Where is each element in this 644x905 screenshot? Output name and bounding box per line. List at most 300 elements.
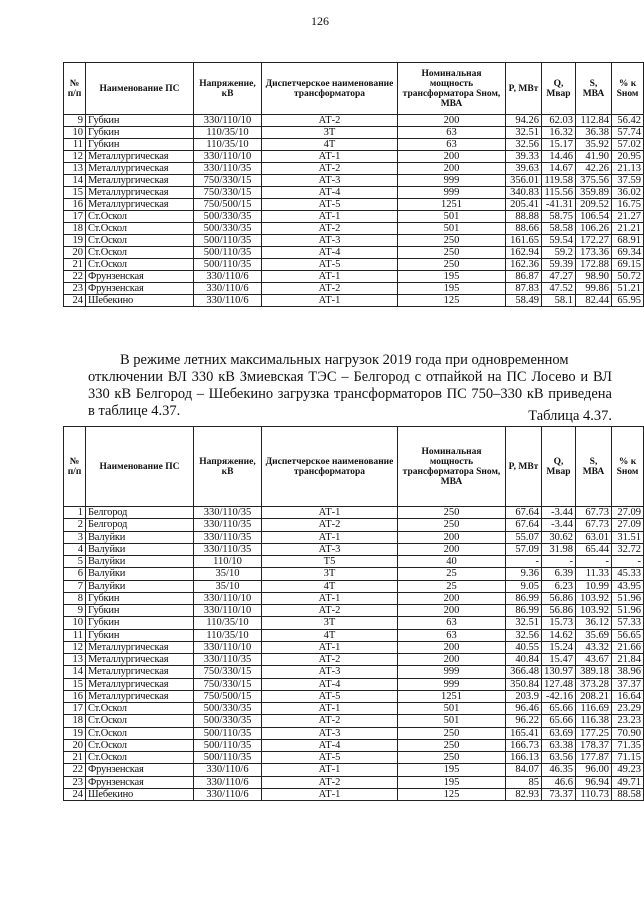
substation-name-cell: Металлургическая (86, 641, 194, 653)
substation-name-cell: Ст.Оскол (86, 247, 194, 259)
active-power-cell: 32.51 (506, 617, 542, 629)
reactive-power-cell: 47.27 (542, 271, 576, 283)
active-power-cell: 39.63 (506, 163, 542, 175)
substation-name-cell: Металлургическая (86, 666, 194, 678)
substation-name-cell: Губкин (86, 127, 194, 139)
voltage-cell: 500/330/35 (194, 703, 262, 715)
reactive-power-cell: 63.38 (542, 739, 576, 751)
voltage-cell: 750/500/15 (194, 690, 262, 702)
apparent-power-cell: 112.84 (576, 115, 612, 127)
transformer-name-cell: АТ-3 (262, 175, 398, 187)
voltage-cell: 330/110/35 (194, 531, 262, 543)
row-number-cell: 7 (64, 580, 86, 592)
row-number-cell: 14 (64, 666, 86, 678)
load-percent-cell: 70.90 (612, 727, 644, 739)
load-percent-cell: 23.23 (612, 715, 644, 727)
reactive-power-cell: -42.16 (542, 690, 576, 702)
apparent-power-cell: 208.21 (576, 690, 612, 702)
voltage-cell: 750/500/15 (194, 199, 262, 211)
row-number-cell: 11 (64, 629, 86, 641)
reactive-power-cell: -3.44 (542, 507, 576, 519)
row-number-cell: 17 (64, 703, 86, 715)
substation-name-cell: Шебекино (86, 295, 194, 307)
substation-name-cell: Металлургическая (86, 199, 194, 211)
rated-power-cell: 25 (398, 568, 506, 580)
table-row (64, 507, 644, 519)
row-number-cell: 15 (64, 678, 86, 690)
reactive-power-cell: 47.52 (542, 283, 576, 295)
voltage-cell: 500/110/35 (194, 235, 262, 247)
active-power-cell: 85 (506, 776, 542, 788)
apparent-power-cell: 96.94 (576, 776, 612, 788)
active-power-cell: 82.93 (506, 788, 542, 800)
voltage-cell: 330/110/35 (194, 543, 262, 555)
reactive-power-cell: 73.37 (542, 788, 576, 800)
apparent-power-cell: 209.52 (576, 199, 612, 211)
active-power-cell: 9.36 (506, 568, 542, 580)
transformer-name-cell: АТ-1 (262, 271, 398, 283)
load-percent-cell: 21.27 (612, 211, 644, 223)
load-percent-cell: 71.15 (612, 752, 644, 764)
row-number-cell: 8 (64, 592, 86, 604)
row-number-cell: 9 (64, 115, 86, 127)
table-row (64, 641, 644, 653)
active-power-cell: - (506, 556, 542, 568)
table-row (64, 776, 644, 788)
row-number-cell: 21 (64, 259, 86, 271)
col-num-header: № п/п (64, 63, 86, 115)
col-voltage-header: Напряжение, кВ (194, 63, 262, 115)
voltage-cell: 500/330/35 (194, 223, 262, 235)
rated-power-cell: 999 (398, 187, 506, 199)
row-number-cell: 21 (64, 752, 86, 764)
table-row (64, 727, 644, 739)
reactive-power-cell: - (542, 556, 576, 568)
load-percent-cell: 21.13 (612, 163, 644, 175)
voltage-cell: 110/35/10 (194, 127, 262, 139)
table-row (64, 211, 644, 223)
table-row (64, 617, 644, 629)
table-row (64, 690, 644, 702)
load-percent-cell: 37.37 (612, 678, 644, 690)
row-number-cell: 12 (64, 641, 86, 653)
substation-name-cell: Ст.Оскол (86, 752, 194, 764)
apparent-power-cell: 65.44 (576, 543, 612, 555)
transformer-name-cell: АТ-1 (262, 788, 398, 800)
reactive-power-cell: -41.31 (542, 199, 576, 211)
active-power-cell: 67.64 (506, 519, 542, 531)
active-power-cell: 32.56 (506, 629, 542, 641)
voltage-cell: 500/330/35 (194, 211, 262, 223)
load-percent-cell: 32.72 (612, 543, 644, 555)
substation-name-cell: Ст.Оскол (86, 235, 194, 247)
reactive-power-cell: 15.73 (542, 617, 576, 629)
voltage-cell: 330/110/35 (194, 654, 262, 666)
apparent-power-cell: 172.88 (576, 259, 612, 271)
substation-name-cell: Металлургическая (86, 151, 194, 163)
row-number-cell: 24 (64, 295, 86, 307)
table-row (64, 531, 644, 543)
active-power-cell: 57.09 (506, 543, 542, 555)
transformer-name-cell: АТ-2 (262, 519, 398, 531)
table-caption: Таблица 4.37. (528, 408, 612, 424)
apparent-power-cell: 82.44 (576, 295, 612, 307)
load-percent-cell: 56.65 (612, 629, 644, 641)
voltage-cell: 35/10 (194, 580, 262, 592)
row-number-cell: 18 (64, 223, 86, 235)
reactive-power-cell: -3.44 (542, 519, 576, 531)
active-power-cell: 161.65 (506, 235, 542, 247)
active-power-cell: 86.87 (506, 271, 542, 283)
rated-power-cell: 195 (398, 764, 506, 776)
substation-name-cell: Губкин (86, 617, 194, 629)
transformer-name-cell: АТ-2 (262, 776, 398, 788)
voltage-cell: 110/10 (194, 556, 262, 568)
rated-power-cell: 200 (398, 115, 506, 127)
table-row (64, 605, 644, 617)
substation-name-cell: Валуйки (86, 531, 194, 543)
table-row (64, 271, 644, 283)
row-number-cell: 22 (64, 271, 86, 283)
reactive-power-cell: 56.86 (542, 592, 576, 604)
row-number-cell: 20 (64, 739, 86, 751)
reactive-power-cell: 59.54 (542, 235, 576, 247)
table-row (64, 163, 644, 175)
apparent-power-cell: 36.12 (576, 617, 612, 629)
apparent-power-cell: 375.56 (576, 175, 612, 187)
col-p-header: P, МВт (506, 63, 542, 115)
col-pct-header: % к Sном (612, 427, 644, 507)
reactive-power-cell: 62.03 (542, 115, 576, 127)
apparent-power-cell: 110.73 (576, 788, 612, 800)
table-row (64, 235, 644, 247)
table-row (64, 199, 644, 211)
table-row (64, 543, 644, 555)
apparent-power-cell: 98.90 (576, 271, 612, 283)
reactive-power-cell: 16.32 (542, 127, 576, 139)
transformer-name-cell: АТ-3 (262, 666, 398, 678)
reactive-power-cell: 130.97 (542, 666, 576, 678)
voltage-cell: 330/110/35 (194, 507, 262, 519)
row-number-cell: 5 (64, 556, 86, 568)
rated-power-cell: 25 (398, 580, 506, 592)
apparent-power-cell: 103.92 (576, 605, 612, 617)
active-power-cell: 40.55 (506, 641, 542, 653)
active-power-cell: 88.66 (506, 223, 542, 235)
reactive-power-cell: 15.17 (542, 139, 576, 151)
load-percent-cell: 49.23 (612, 764, 644, 776)
transformer-name-cell: АТ-5 (262, 690, 398, 702)
voltage-cell: 330/110/6 (194, 271, 262, 283)
substation-name-cell: Ст.Оскол (86, 223, 194, 235)
voltage-cell: 750/330/15 (194, 175, 262, 187)
substation-name-cell: Фрунзенская (86, 776, 194, 788)
reactive-power-cell: 30.62 (542, 531, 576, 543)
table-row (64, 223, 644, 235)
voltage-cell: 330/110/6 (194, 295, 262, 307)
transformer-name-cell: АТ-2 (262, 115, 398, 127)
apparent-power-cell: 35.92 (576, 139, 612, 151)
substation-name-cell: Валуйки (86, 543, 194, 555)
transformer-name-cell: 3Т (262, 617, 398, 629)
substation-name-cell: Металлургическая (86, 654, 194, 666)
active-power-cell: 166.13 (506, 752, 542, 764)
table-body (64, 507, 644, 801)
transformer-name-cell: АТ-1 (262, 764, 398, 776)
load-percent-cell: 65.95 (612, 295, 644, 307)
voltage-cell: 500/110/35 (194, 739, 262, 751)
table-row (64, 127, 644, 139)
load-percent-cell: 20.95 (612, 151, 644, 163)
voltage-cell: 750/330/15 (194, 666, 262, 678)
row-number-cell: 23 (64, 283, 86, 295)
reactive-power-cell: 127.48 (542, 678, 576, 690)
col-dispatch-header: Диспетчерское наименование трансформатора (262, 63, 398, 115)
active-power-cell: 203.9 (506, 690, 542, 702)
transformer-name-cell: АТ-1 (262, 641, 398, 653)
transformer-name-cell: 3Т (262, 127, 398, 139)
rated-power-cell: 63 (398, 139, 506, 151)
transformer-name-cell: АТ-1 (262, 531, 398, 543)
substation-name-cell: Белгород (86, 519, 194, 531)
apparent-power-cell: 116.69 (576, 703, 612, 715)
transformer-name-cell: АТ-3 (262, 727, 398, 739)
active-power-cell: 32.56 (506, 139, 542, 151)
apparent-power-cell: 173.36 (576, 247, 612, 259)
voltage-cell: 110/35/10 (194, 629, 262, 641)
substation-name-cell: Ст.Оскол (86, 727, 194, 739)
voltage-cell: 330/110/10 (194, 115, 262, 127)
transformer-name-cell: АТ-3 (262, 543, 398, 555)
transformer-name-cell: 3Т (262, 568, 398, 580)
table-header-row (64, 427, 644, 507)
substation-name-cell: Губкин (86, 139, 194, 151)
col-pct-header: % к Sном (612, 63, 644, 115)
transformer-name-cell: АТ-2 (262, 654, 398, 666)
reactive-power-cell: 15.24 (542, 641, 576, 653)
load-percent-cell: 68.91 (612, 235, 644, 247)
row-number-cell: 19 (64, 235, 86, 247)
load-percent-cell: 88.58 (612, 788, 644, 800)
substation-name-cell: Белгород (86, 507, 194, 519)
apparent-power-cell: 96.00 (576, 764, 612, 776)
table-row (64, 666, 644, 678)
load-percent-cell: 69.34 (612, 247, 644, 259)
load-percent-cell: 51.96 (612, 592, 644, 604)
substation-name-cell: Губкин (86, 629, 194, 641)
substation-name-cell: Металлургическая (86, 175, 194, 187)
rated-power-cell: 250 (398, 752, 506, 764)
rated-power-cell: 40 (398, 556, 506, 568)
table-row (64, 678, 644, 690)
row-number-cell: 9 (64, 605, 86, 617)
substation-name-cell: Фрунзенская (86, 764, 194, 776)
rated-power-cell: 63 (398, 629, 506, 641)
table-row (64, 629, 644, 641)
rated-power-cell: 200 (398, 641, 506, 653)
page-number: 126 (311, 14, 329, 28)
apparent-power-cell: 172.27 (576, 235, 612, 247)
rated-power-cell: 200 (398, 543, 506, 555)
voltage-cell: 500/110/35 (194, 752, 262, 764)
substation-name-cell: Губкин (86, 605, 194, 617)
apparent-power-cell: 67.73 (576, 519, 612, 531)
row-number-cell: 4 (64, 543, 86, 555)
row-number-cell: 16 (64, 199, 86, 211)
transformer-name-cell: АТ-3 (262, 235, 398, 247)
table-row (64, 175, 644, 187)
rated-power-cell: 501 (398, 223, 506, 235)
voltage-cell: 500/330/35 (194, 715, 262, 727)
row-number-cell: 13 (64, 654, 86, 666)
table-row (64, 752, 644, 764)
transformer-name-cell: АТ-2 (262, 605, 398, 617)
substation-name-cell: Губкин (86, 592, 194, 604)
substation-name-cell: Губкин (86, 115, 194, 127)
table-row (64, 739, 644, 751)
load-percent-cell: 56.42 (612, 115, 644, 127)
table-row (64, 519, 644, 531)
transformer-name-cell: АТ-2 (262, 163, 398, 175)
apparent-power-cell: 36.38 (576, 127, 612, 139)
substation-name-cell: Ст.Оскол (86, 703, 194, 715)
voltage-cell: 330/110/6 (194, 764, 262, 776)
rated-power-cell: 501 (398, 703, 506, 715)
rated-power-cell: 999 (398, 175, 506, 187)
transformer-name-cell: АТ-5 (262, 752, 398, 764)
load-percent-cell: 16.75 (612, 199, 644, 211)
substation-name-cell: Ст.Оскол (86, 715, 194, 727)
table-row (64, 283, 644, 295)
rated-power-cell: 501 (398, 211, 506, 223)
col-q-header: Q, Мвар (542, 427, 576, 507)
col-voltage-header: Напряжение, кВ (194, 427, 262, 507)
col-s-header: S, МВА (576, 427, 612, 507)
reactive-power-cell: 14.46 (542, 151, 576, 163)
rated-power-cell: 1251 (398, 690, 506, 702)
reactive-power-cell: 6.23 (542, 580, 576, 592)
substation-name-cell: Ст.Оскол (86, 739, 194, 751)
row-number-cell: 3 (64, 531, 86, 543)
load-percent-cell: 27.09 (612, 507, 644, 519)
transformer-name-cell: АТ-4 (262, 247, 398, 259)
voltage-cell: 330/110/10 (194, 641, 262, 653)
load-percent-cell: 36.02 (612, 187, 644, 199)
active-power-cell: 366.48 (506, 666, 542, 678)
reactive-power-cell: 31.98 (542, 543, 576, 555)
col-s-header: S, МВА (576, 63, 612, 115)
active-power-cell: 84.07 (506, 764, 542, 776)
rated-power-cell: 200 (398, 605, 506, 617)
transformer-name-cell: АТ-1 (262, 151, 398, 163)
col-name-header: Наименование ПС (86, 63, 194, 115)
transformer-name-cell: АТ-4 (262, 187, 398, 199)
rated-power-cell: 63 (398, 617, 506, 629)
table-row (64, 295, 644, 307)
load-percent-cell: 23.29 (612, 703, 644, 715)
voltage-cell: 110/35/10 (194, 617, 262, 629)
reactive-power-cell: 6.39 (542, 568, 576, 580)
voltage-cell: 330/110/6 (194, 788, 262, 800)
reactive-power-cell: 14.62 (542, 629, 576, 641)
transformer-name-cell: АТ-1 (262, 592, 398, 604)
reactive-power-cell: 65.66 (542, 715, 576, 727)
reactive-power-cell: 59.2 (542, 247, 576, 259)
row-number-cell: 17 (64, 211, 86, 223)
active-power-cell: 96.22 (506, 715, 542, 727)
transformer-name-cell: 4Т (262, 580, 398, 592)
reactive-power-cell: 63.56 (542, 752, 576, 764)
reactive-power-cell: 46.35 (542, 764, 576, 776)
transformer-name-cell: АТ-1 (262, 211, 398, 223)
substation-name-cell: Ст.Оскол (86, 211, 194, 223)
row-number-cell: 13 (64, 163, 86, 175)
rated-power-cell: 200 (398, 592, 506, 604)
apparent-power-cell: 103.92 (576, 592, 612, 604)
substation-name-cell: Фрунзенская (86, 271, 194, 283)
transformer-name-cell: 4Т (262, 629, 398, 641)
voltage-cell: 330/110/10 (194, 151, 262, 163)
voltage-cell: 500/110/35 (194, 259, 262, 271)
table-row (64, 259, 644, 271)
rated-power-cell: 1251 (398, 199, 506, 211)
voltage-cell: 35/10 (194, 568, 262, 580)
apparent-power-cell: 373.28 (576, 678, 612, 690)
apparent-power-cell: 359.89 (576, 187, 612, 199)
active-power-cell: 9.05 (506, 580, 542, 592)
transformer-name-cell: АТ-5 (262, 199, 398, 211)
load-percent-cell: 57.74 (612, 127, 644, 139)
load-percent-cell: 57.33 (612, 617, 644, 629)
table-row (64, 139, 644, 151)
load-percent-cell: 21.84 (612, 654, 644, 666)
voltage-cell: 330/110/35 (194, 519, 262, 531)
col-p-header: P, МВт (506, 427, 542, 507)
table-body (64, 115, 644, 307)
transformer-name-cell: АТ-1 (262, 295, 398, 307)
reactive-power-cell: 58.75 (542, 211, 576, 223)
substation-name-cell: Металлургическая (86, 678, 194, 690)
rated-power-cell: 195 (398, 776, 506, 788)
apparent-power-cell: - (576, 556, 612, 568)
active-power-cell: 32.51 (506, 127, 542, 139)
rated-power-cell: 501 (398, 715, 506, 727)
active-power-cell: 166.73 (506, 739, 542, 751)
rated-power-cell: 200 (398, 531, 506, 543)
load-percent-cell: 21.21 (612, 223, 644, 235)
rated-power-cell: 250 (398, 519, 506, 531)
load-percent-cell: 69.15 (612, 259, 644, 271)
voltage-cell: 500/110/35 (194, 247, 262, 259)
reactive-power-cell: 59.39 (542, 259, 576, 271)
reactive-power-cell: 58.58 (542, 223, 576, 235)
active-power-cell: 162.36 (506, 259, 542, 271)
reactive-power-cell: 63.69 (542, 727, 576, 739)
reactive-power-cell: 119.58 (542, 175, 576, 187)
row-number-cell: 16 (64, 690, 86, 702)
active-power-cell: 205.41 (506, 199, 542, 211)
rated-power-cell: 250 (398, 259, 506, 271)
voltage-cell: 330/110/6 (194, 776, 262, 788)
row-number-cell: 24 (64, 788, 86, 800)
row-number-cell: 12 (64, 151, 86, 163)
active-power-cell: 87.83 (506, 283, 542, 295)
row-number-cell: 14 (64, 175, 86, 187)
rated-power-cell: 195 (398, 283, 506, 295)
transformer-name-cell: АТ-5 (262, 259, 398, 271)
paragraph-first-line: В режиме летних максимальных нагрузок 2019 года при одновременном (120, 352, 569, 368)
active-power-cell: 58.49 (506, 295, 542, 307)
